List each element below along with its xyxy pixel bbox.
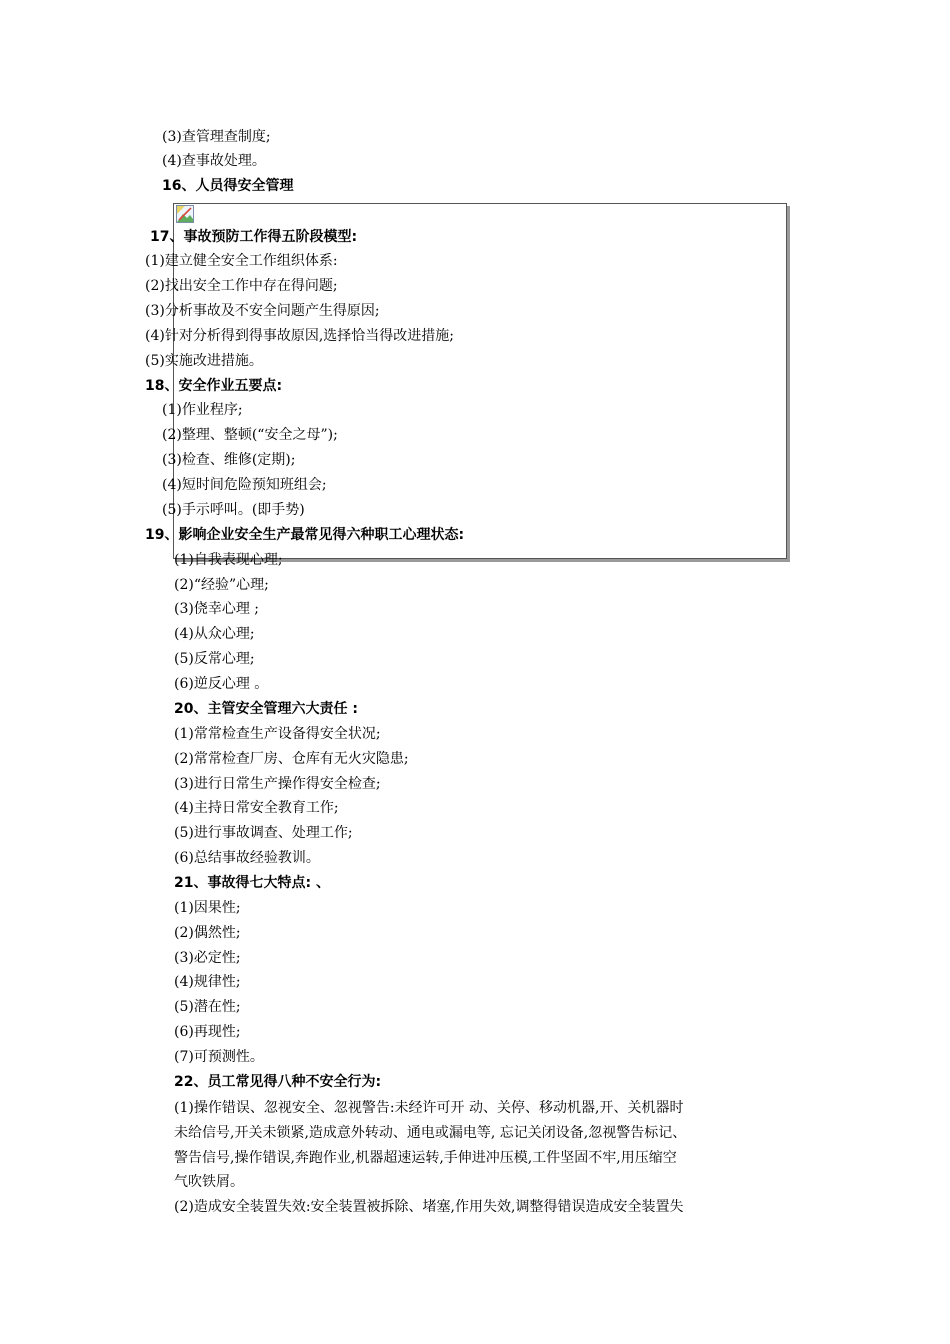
list-item: (5)进行事故调查、处理工作; [174,825,353,841]
section-heading-17: 17、事故预防工作得五阶段模型: [150,229,358,245]
list-item: (1)作业程序; [162,402,243,418]
list-item: (3)分析事故及不安全问题产生得原因; [145,303,380,319]
list-item: (4)规律性; [174,974,241,990]
list-item: (3)查管理查制度; [162,129,271,145]
list-item: (5)反常心理; [174,651,255,667]
section-heading-16: 16、人员得安全管理 [162,178,294,194]
list-item: (2)找出安全工作中存在得问题; [145,278,338,294]
section-heading-19: 19、影响企业安全生产最常见得六种职工心理状态: [145,527,465,543]
list-item: (3)侥幸心理 ; [174,601,259,617]
list-item: (4)短时间危险预知班组会; [162,477,327,493]
list-item: (4)从众心理; [174,626,255,642]
list-item: (1)常常检查生产设备得安全状况; [174,726,381,742]
section-heading-20: 20、主管安全管理六大责任 : [174,701,358,717]
list-item: (1)建立健全安全工作组织体系: [145,253,338,269]
list-item: (6)再现性; [174,1024,241,1040]
section-heading-22: 22、员工常见得八种不安全行为: [174,1074,382,1090]
section-heading-18: 18、安全作业五要点: [145,378,283,394]
paragraph-line: 警告信号,操作错误,奔跑作业,机器超速运转,手伸进冲压模,工件坚固不牢,用压缩空 [174,1150,677,1166]
paragraph-line: (1)操作错误、忽视安全、忽视警告:未经许可开 动、关停、移动机器,开、关机器时 [174,1100,684,1116]
list-item: (3)检查、维修(定期); [162,452,296,468]
list-item: (2)常常检查厂房、仓库有无火灾隐患; [174,751,409,767]
paragraph-line: 未给信号,开关未锁紧,造成意外转动、通电或漏电等, 忘记关闭设备,忽视警告标记、 [174,1125,687,1141]
paragraph-line: 气吹铁屑。 [174,1174,244,1190]
list-item: (4)针对分析得到得事故原因,选择恰当得改进措施; [145,328,454,344]
list-item: (2)整理、整顿(“安全之母”); [162,427,338,443]
list-item: (3)进行日常生产操作得安全检查; [174,776,381,792]
list-item: (6)总结事故经验教训。 [174,850,320,866]
paragraph-line: (2)造成安全装置失效:安全装置被拆除、堵塞,作用失效,调整得错误造成安全装置失 [174,1199,684,1215]
list-item: (3)必定性; [174,950,241,966]
list-item: (4)主持日常安全教育工作; [174,800,339,816]
list-item: (5)手示呼叫。(即手势) [162,502,305,518]
broken-image-icon [176,205,194,223]
list-item: (5)实施改进措施。 [145,353,263,369]
list-item: (4)查事故处理。 [162,153,266,169]
list-item: (2)偶然性; [174,925,241,941]
list-item: (2)“经验”心理; [174,577,269,593]
section-heading-21: 21、事故得七大特点: 、 [174,875,330,891]
list-item: (7)可预测性。 [174,1049,264,1065]
list-item: (1)自我表现心理; [174,552,283,568]
list-item: (1)因果性; [174,900,241,916]
list-item: (5)潜在性; [174,999,241,1015]
list-item: (6)逆反心理 。 [174,676,269,692]
